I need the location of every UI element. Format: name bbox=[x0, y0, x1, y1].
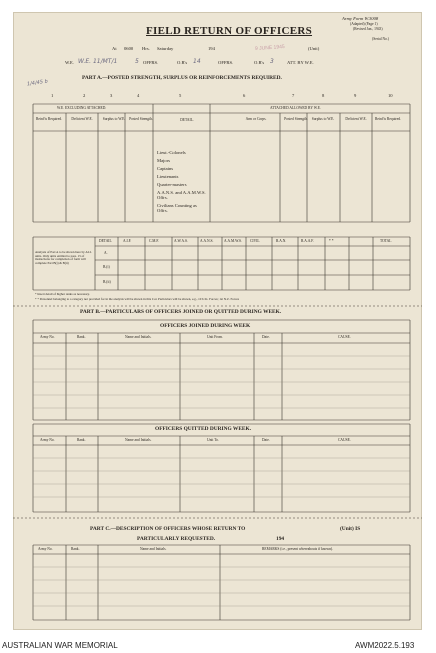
analysis-head-8: R.A.A.F. bbox=[301, 239, 314, 243]
unit-label: (Unit) bbox=[308, 46, 320, 51]
form-id-line3: (Revised Jan., 1943) bbox=[353, 27, 383, 31]
analysis-head-4: A.A.N.S. bbox=[200, 239, 214, 243]
part-c-line1: PART C.—DESCRIPTION OF OFFICERS WHOSE RETURN TO bbox=[90, 526, 246, 532]
part-a-col-head-0: Reinf'ts Required. bbox=[36, 117, 62, 121]
form-id-line1: Army Form W.3008 bbox=[342, 16, 379, 21]
joined-head-4: Date. bbox=[262, 335, 270, 339]
handwritten-we: W.E. 11/MT/1 bbox=[78, 58, 118, 65]
footnote-1: * Insert detail of higher ranks as necessary. bbox=[35, 292, 90, 296]
year-value: 194 bbox=[208, 46, 215, 51]
joined-head-1: Rank. bbox=[77, 335, 86, 339]
part-a-col-head-4: DETAIL. bbox=[180, 118, 194, 122]
rank-item-5: A.A.N.S. and A.A.M.W.S. Offrs. bbox=[157, 190, 206, 201]
handwritten-margin-note: 1/4/45 b bbox=[26, 78, 49, 88]
joined-head-5: CAUSE. bbox=[338, 335, 351, 339]
att-by-we-label: ATT. BY W.E. bbox=[287, 60, 314, 65]
time-value: 0600 bbox=[124, 46, 134, 51]
part-a-col-head-7: Surplus to W.E. bbox=[311, 117, 335, 121]
rank-item-4: Quarter-masters bbox=[157, 182, 187, 187]
quitted-head-1: Rank. bbox=[77, 438, 86, 442]
rank-item-3: Lieutenants bbox=[157, 174, 179, 179]
analysis-head-7: R.A.N. bbox=[276, 239, 287, 243]
form-id-line2: (Adapted) (Page 1) bbox=[350, 22, 378, 26]
footnote-2: * * Personnel belonging to a category not provided for in the analysis will be shown in this Col. Particulars will be shown, e.g., 10 U.K. Forces; 1st N.Z. Forces bbox=[35, 297, 239, 301]
part-a-col-head-6: Posted Strength. bbox=[284, 117, 308, 121]
quitted-head-2: Name and Initials. bbox=[125, 438, 152, 442]
quitted-head-4: Date. bbox=[262, 438, 270, 442]
analysis-head-5: A.A.M.W.S. bbox=[224, 239, 242, 243]
date-stamp: 9 JUNE 1945 bbox=[254, 43, 285, 53]
at-label: At bbox=[112, 46, 117, 51]
part-c-head-0: Army No. bbox=[38, 547, 53, 551]
analysis-row-2: B.(ii) bbox=[103, 280, 111, 284]
column-number-7: 8 bbox=[322, 93, 325, 98]
joined-head-2: Name and Initials. bbox=[125, 335, 152, 339]
ors-label-1: O.R's bbox=[177, 60, 188, 65]
rank-item-2: Captains bbox=[157, 166, 174, 171]
part-a-col-head-1: Deficient W.E. bbox=[71, 117, 93, 121]
part-c-head-3: REMARKS (i.e., present whereabouts if known). bbox=[262, 547, 333, 551]
part-a-title: PART A.—POSTED STRENGTH, SURPLUS OR REINFORCEMENTS REQUIRED. bbox=[82, 75, 282, 81]
quitted-head-5: CAUSE. bbox=[338, 438, 351, 442]
footer-credit: AUSTRALIAN WAR MEMORIAL bbox=[2, 641, 118, 650]
analysis-head-3: A.W.A.S. bbox=[174, 239, 188, 243]
offrs-label-1: OFFRS. bbox=[143, 60, 159, 65]
footer-accession: AWM2022.5.193 bbox=[355, 641, 415, 650]
analysis-head-9: * * bbox=[329, 239, 334, 243]
joined-title: OFFICERS JOINED DURING WEEK bbox=[160, 323, 251, 329]
analysis-head-1: A.I.F. bbox=[123, 239, 132, 243]
analysis-head-2: C.M.F. bbox=[149, 239, 159, 243]
offrs-label-2: OFFRS. bbox=[218, 60, 234, 65]
column-number-8: 9 bbox=[354, 93, 357, 98]
part-b-title: PART B.—PARTICULARS OF OFFICERS JOINED OR QUITTED DURING WEEK. bbox=[80, 309, 282, 315]
analysis-head-6: CIVIL bbox=[250, 239, 260, 243]
part-a-col-head-3: Posted Strength. bbox=[129, 117, 153, 121]
we-label: W.E. bbox=[65, 60, 75, 65]
part-c-unit: (Unit) IS bbox=[340, 526, 361, 532]
analysis-head-0: DETAIL bbox=[99, 239, 112, 243]
analysis-row-1: B.(i) bbox=[103, 265, 110, 269]
handwritten-ors-1: 14 bbox=[193, 58, 201, 65]
column-number-6: 7 bbox=[292, 93, 295, 98]
group-right-head: ATTACHED ALLOWED BY W.E. bbox=[270, 106, 321, 110]
part-c-head-2: Name and Initials. bbox=[140, 547, 167, 551]
quitted-head-0: Army No. bbox=[40, 438, 55, 442]
day-value: Saturday bbox=[157, 46, 174, 51]
column-number-2: 3 bbox=[110, 93, 113, 98]
column-number-4: 5 bbox=[179, 93, 182, 98]
column-number-0: 1 bbox=[51, 93, 54, 98]
rank-item-6: Civilians Counting as Offrs. bbox=[157, 203, 197, 214]
hrs-label: Hrs. bbox=[142, 46, 150, 51]
handwritten-ors-2: 3 bbox=[270, 58, 274, 65]
column-number-1: 2 bbox=[83, 93, 86, 98]
quitted-head-3: Unit To. bbox=[207, 438, 219, 442]
part-a-col-head-5: Arm or Corps. bbox=[245, 117, 267, 121]
column-number-3: 4 bbox=[137, 93, 140, 98]
part-c-head-1: Rank. bbox=[71, 547, 80, 551]
part-c-line2: PARTICULARLY REQUESTED. bbox=[137, 536, 216, 542]
form-title: FIELD RETURN OF OFFICERS bbox=[146, 25, 313, 37]
column-number-9: 10 bbox=[388, 93, 393, 98]
rank-item-1: Majors bbox=[157, 158, 171, 163]
part-a-col-head-9: Reinf'ts Required. bbox=[375, 117, 401, 121]
rank-item-0: Lieut.-Colonels bbox=[157, 150, 186, 155]
analysis-row-0: A. bbox=[104, 251, 108, 255]
part-a-col-head-8: Deficient W.E. bbox=[345, 117, 367, 121]
part-a-col-head-2: Surplus to W.E. bbox=[102, 117, 126, 121]
group-left-head: W.E. EXCLUDING ATTACHED. bbox=[57, 106, 107, 110]
joined-head-3: Unit From. bbox=[207, 335, 223, 339]
serial-label: (Serial No.) bbox=[372, 37, 389, 41]
column-number-5: 6 bbox=[243, 93, 246, 98]
analysis-note: Analysis of Part A to be shown here by ALL units. Only units entitled to para. 15 of instructions for completion of form will complete Part B(i) & B(ii) bbox=[35, 250, 92, 266]
analysis-head-10: TOTAL bbox=[380, 239, 392, 243]
ors-label-2: O.R's bbox=[254, 60, 265, 65]
part-c-year: 194 bbox=[276, 536, 285, 542]
quitted-title: OFFICERS QUITTED DURING WEEK. bbox=[155, 426, 252, 432]
joined-head-0: Army No. bbox=[40, 335, 55, 339]
handwritten-offrs-1: 5 bbox=[135, 58, 139, 65]
